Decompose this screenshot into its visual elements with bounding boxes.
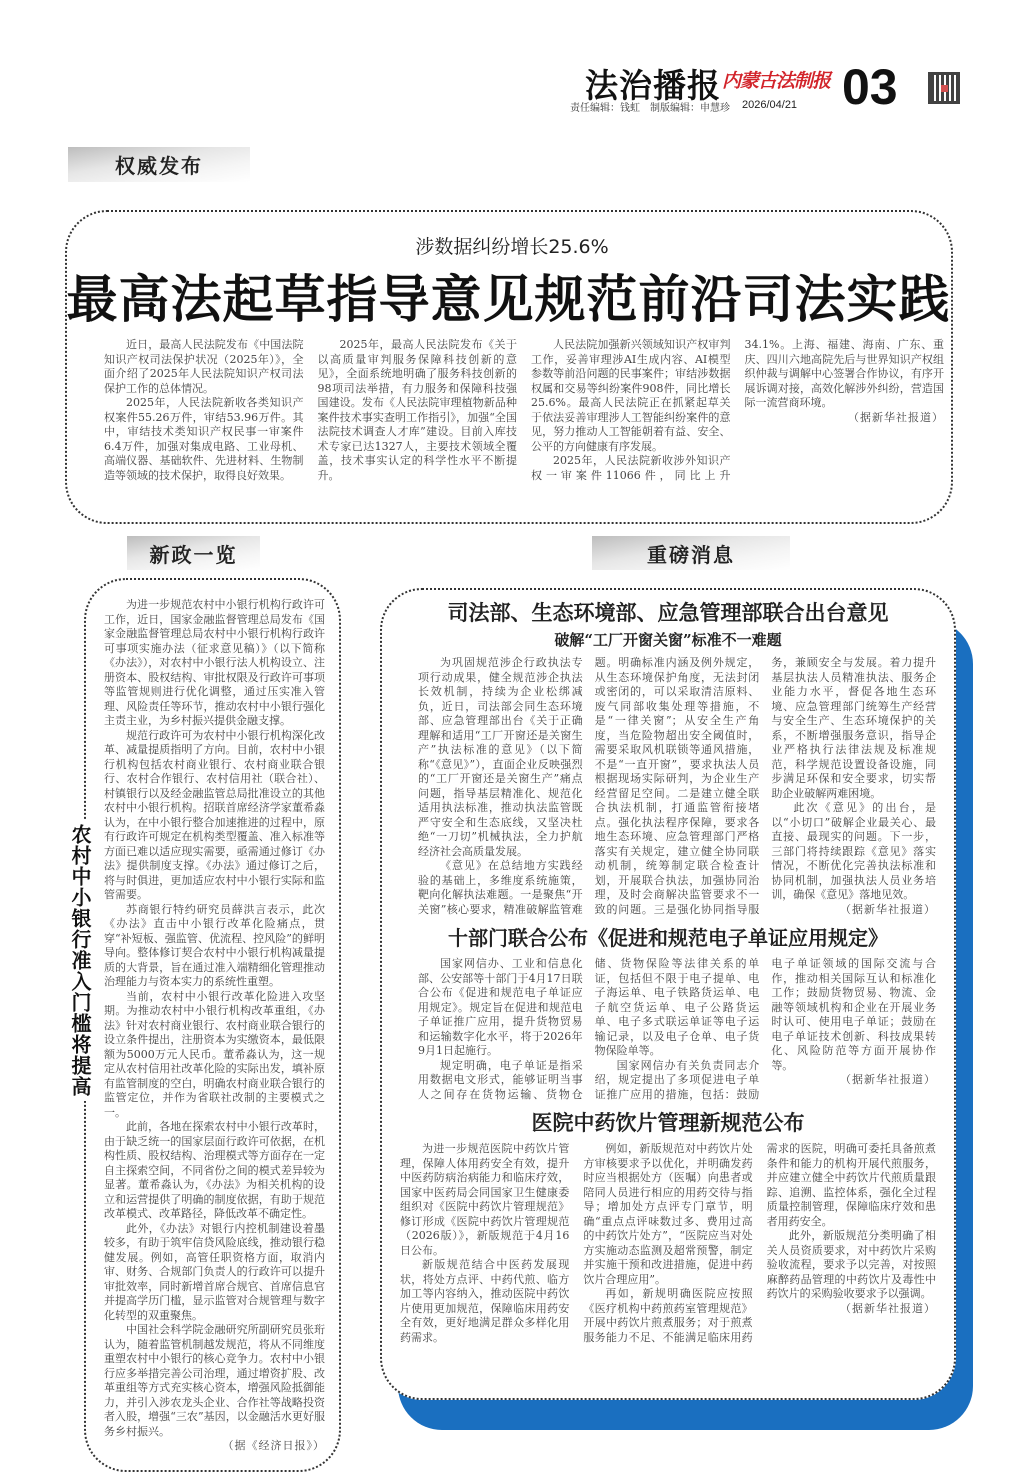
side-article-title: 农村中小银行准入门槛将提高 xyxy=(66,820,95,1101)
paragraph: 再如，新规明确医院应按照《医疗机构中药煎药室管理规范》开展中药饮片煎煮服务；对于煎煮服务能力不足、不能满足临床用药需求的医院，明确可委托具备煎煮条件和能力的机构开展代煎服务，并应建立健全中药饮片代煎质量跟踪、追溯、监控体系，强化全过程质量控制管理，保障临床疗效和患者用药安全。 xyxy=(583,1142,936,1344)
side-article-body xyxy=(104,598,325,1454)
paragraph: 人民法院加强新兴领域知识产权审判工作，妥善审理涉AI生成内容、AI模型参数等前沿问题的民事案件；审结涉数据权属和交易等纠纷案件908件，同比增长25.6%。最高人民法院正在抓紧起草关于依法妥善审理涉人工智能纠纷案件的意见，努力推动人工智能朝着有益、安全、公平的方向健康有序发展。 xyxy=(531,338,731,453)
article-source: （据新华社报道） xyxy=(839,1301,936,1315)
article-3-title: 医院中药饮片管理新规范公布 xyxy=(531,1110,805,1135)
newspaper-logo: 内蒙古法制报 xyxy=(722,70,831,92)
lead-article-headline: 最高法起草指导意见规范前沿司法实践 xyxy=(66,270,951,330)
paragraph: 此外，《办法》对银行内控机制建设着墨较多，有助于筑牢信贷风险底线，推动银行稳健发展。例如，高管任职资格方面，取消内审、财务、合规部门负责人的行政许可以提升审批效率，同时新增首席合规官、首席信息官并提高学历门槛，显示监管对合规管理与数字化转型的双重聚焦。 xyxy=(104,1221,325,1322)
side-article xyxy=(68,578,341,1472)
article-source: （据《经济日报》） xyxy=(222,1439,325,1452)
paragraph: 例如，新版规范对中药饮片处方审核要求予以优化，并明确发药时应当根据处方（医嘱）向患者或陪同人员进行相应的用药交待与指导；增加处方点评专门章节，明确“重点点评味数过多、费用过高的中药饮片处方”，“医院应当对处方实施动态监测及超常预警，制定并实施干预和改进措施，促进中药饮片合理应用”。 xyxy=(583,1142,753,1286)
lead-article-subtitle: 涉数据纠纷增长25.6% xyxy=(415,236,609,258)
section-banner-major-news: 重磅消息 xyxy=(592,536,790,570)
news-frame xyxy=(380,588,956,1400)
paragraph: 中国社会科学院金融研究所副研究员张珩认为，随着监管机制越发规范，将从不同维度重塑农村中小银行的核心竞争力。农村中小银行应多举措完善公司治理，通过增资扩股、改革重组等方式充实核心资本，增强风险抵御能力，并引入涉农龙头企业、合作社等战略投资者入股，增强“三农”基因，以金融活水更好服务乡村振兴。 xyxy=(104,1323,325,1438)
paragraph: 《意见》在总结地方实践经验的基础上，多维度系统施策，靶向化解执法难题。一是聚焦“开关窗”核心要求，精准破解监管难题。明确标准内涵及例外规定，从生态环境保护角度，无法封闭或密闭的，可以采取清洁原料、废气同部收集处理等措施，不是“一律关窗”；从安全生产角度，当危险物超出安全阈值时，需要采取风机联锁等通风措施，不是“一直开窗”，要求执法人员根据现场实际研判，为企业生产经营留足空间。二是建立健全联合执法机制，打通监管衔接堵点。强化执法程序保障，要求各地生态环境、应急管理部门严格落实有关规定，建立健全协同联动机制，统筹制定联合检查计划，开展联合执法，加强协同治理，及时会商解决监管要求不一致的问题。三是强化协同指导服务，兼顾安全与发展。着力提升基层执法人员精准执法、服务企业能力水平，督促各地生态环境、应急管理部门统筹生产经营与安全生产、生态环境保护的关系，不断增强服务意识，指导企业严格执行法律法规及标准规范，科学规范设置设备设施，同步满足环保和安全要求，切实帮助企业破解两难困境。 xyxy=(418,656,936,916)
section-banner-new-policy: 新政一览 xyxy=(127,536,260,570)
paragraph: 2025年，人民法院新收各类知识产权案件55.26万件，审结53.96万件。其中，审结技术类知识产权民事一审案件6.4万件，加强对集成电路、工业母机、高端仪器、基础软件、先进材料、生物制造等领域的技术保护，取得良好效果。 xyxy=(104,396,304,482)
article-source: （据新华社报道） xyxy=(839,902,936,916)
paragraph: 此次《意见》的出台，是以“小切口”破解企业最关心、最直接、最现实的问题。下一步，三部门将持续跟踪《意见》落实情况，不断优化完善执法标准和协同机制，加强执法人员业务培训，确保《意见》落地见效。 xyxy=(771,801,936,901)
paragraph: 为巩固规范涉企行政执法专项行动成果，健全规范涉企执法长效机制，持续为企业松绑减负，近日，司法部会同生态环境部、应急管理部出台《关于正确理解和适用“工厂开窗还是关窗生产”执法标准的意见》（以下简称“《意见》”），直面企业反映强烈的“工厂开窗还是关窗生产”痛点问题，指导基层精准化、规范化适用执法标准，推动执法监管既严守安全和生态底线，又坚决杜绝“一刀切”机械执法，全力护航经济社会高质量发展。 xyxy=(418,656,583,858)
paragraph: 近日，最高人民法院发布《中国法院知识产权司法保护状况（2025年）》，全面介绍了2025年人民法院知识产权司法保护工作的总体情况。 xyxy=(104,338,304,395)
issue-date: 2026/04/21 xyxy=(742,99,798,111)
paragraph: 2025年，人民法院新收涉外知识产权一审案件11066件，同比上升34.1%。上海、福建、海南、广东、重庆、四川六地高院先后与世界知识产权组织仲裁与调解中心签署合作协议，有序开展诉调对接，高效化解涉外纠纷，营造国际一流营商环境。 xyxy=(531,338,944,482)
paragraph: 规范行政许可为农村中小银行机构深化改革、减量提质指明了方向。目前，农村中小银行机构包括农村商业银行、农村商业联合银行、农村合作银行、农村信用社（联合社）、村镇银行以及经金融监管总局批准设立的其他农村中小银行机构。招联首席经济学家董希淼认为，在中小银行整合加速推进的过程中，原有行政许可规定在机构类型覆盖、准入标准等方面已难以适应现实需要，亟需通过修订《办法》提供制度支撑。《办法》通过修订之后，将与时俱进，更加适应农村中小银行实际和监管需要。 xyxy=(104,728,325,901)
article-2-body xyxy=(418,957,936,1102)
side-article-frame xyxy=(84,578,341,1472)
article-source: （据新华社报道） xyxy=(839,1073,936,1086)
section-title: 法治播报 xyxy=(585,66,721,105)
paragraph: 国家网信办、工业和信息化部、公安部等十部门于4月17日联合公布《促进和规范电子单证应用规定》。规定旨在促进和规范电子单证推广应用，提升货物贸易和运输数字化水平，将于2026年9月1日起施行。 xyxy=(418,957,583,1057)
editor-credits: 责任编辑：钱虹 制版编辑：申慧珍 xyxy=(570,103,730,114)
article-2-title: 十部门联合公布《促进和规范电子单证应用规定》 xyxy=(448,926,888,950)
paragraph: 为进一步规范农村中小银行机构行政许可工作，近日，国家金融监督管理总局发布《国家金融监督管理总局农村中小银行机构行政许可事项实施办法（征求意见稿）》（以下简称《办法》），对农村中小银行法人机构设立、注册资本、股权结构、审批权限及行政许可事项等监管规则进行优化调整，通过压实准入管理、风险责任等环节，推动农村中小银行强化主责主业，为乡村振兴提供金融支撑。 xyxy=(104,598,325,727)
article-3-body xyxy=(400,1142,936,1345)
article-1-subtitle: 破解“工厂开窗关窗”标准不一难题 xyxy=(554,631,782,649)
paragraph: 规定明确，电子单证是指采用数据电文形式，能够证明当事人之间存在货物运输、货物仓储、货物保险等法律关系的单证，包括但不限于电子提单、电子海运单、电子铁路货运单、电子航空货运单、电子公路货运单、电子多式联运单证等电子运输记录，以及电子仓单、电子货物保险单等。 xyxy=(418,957,760,1101)
paragraph: 新版规范结合中医药发展现状，将处方点评、中药代煎、临方加工等内容纳入，推动医院中药饮片使用更加规范，保障临床用药安全有效，更好地满足群众多样化用药需求。 xyxy=(400,1258,570,1344)
paragraph: 当前，农村中小银行改革化险进入攻坚期。为推动农村中小银行机构改革重组，《办法》针对农村商业银行、农村商业联合银行的设立条件提出，注册资本为实缴资本，最低限额为5000万元人民币。董希淼认为，这一规定从农村信用社改革化险的实际出发，填补原有监管制度的空白，明确农村商业联合银行的监管定位，并作为省联社改制的主要模式之一。 xyxy=(104,989,325,1119)
paragraph: 为进一步规范医院中药饮片管理，保障人体用药安全有效，提升中医药防病治病能力和临床疗效，国家中医药局会同国家卫生健康委组织对《医院中药饮片管理规范》修订形成《医院中药饮片管理规范（2026版）》，新版规范于4月16日公布。 xyxy=(400,1142,570,1257)
section-banner-authority: 权威发布 xyxy=(68,147,250,182)
paragraph: 此前，各地在探索农村中小银行改革时，由于缺乏统一的国家层面行政许可依据，在机构性质、股权结构、治理模式等方面存在一定自主探索空间，不同省份之间的模式差异较为显著。董希淼认为，《办法》为相关机构的设立和运营提供了明确的制度依据，有助于规范改革模式、改革路径，降低改革不确定性。 xyxy=(104,1120,325,1220)
page-number: 03 xyxy=(842,59,898,115)
news-block xyxy=(380,588,956,1400)
paragraph: 2025年，最高人民法院发布《关于以高质量审判服务保障科技创新的意见》，全面系统地明确了服务科技创新的98项司法举措，有力服务和保障科技强国建设。发布《人民法院审理植物新品种案件技术事实查明工作指引》，加强“全国法院技术调查人才库”建设。目前入库技术专家已达1327人，主要技术领域全覆盖，技术事实认定的科学性水平不断提升。 xyxy=(317,338,517,482)
article-1-title: 司法部、生态环境部、应急管理部联合出台意见 xyxy=(447,600,889,625)
lead-article-body xyxy=(104,338,944,483)
paragraph: 国家网信办有关负责同志介绍，规定提出了多项促进电子单证推广应用的措施，包括：鼓励电子单证领域的国际交流与合作，推动相关国际互认和标准化工作；鼓励货物贸易、物流、金融等领域机构和企业在开展业务时认可、使用电子单证；鼓励在电子单证技术创新、科技成果转化、风险防范等方面开展协作等。 xyxy=(594,957,936,1101)
paragraph: 苏商银行特约研究员薛洪言表示，此次《办法》直击中小银行改革化险痛点，贯穿“补短板、强监管、优流程、控风险”的鲜明导向。整体修订契合农村中小银行机构减量提质的大背景，旨在通过准入端精细化管理推动治理能力与资本实力的系统性重塑。 xyxy=(104,902,325,988)
paragraph: 此外，新版规范分类明确了相关人员资质要求，对中药饮片采购验收流程，要求予以完善，对按照麻醉药品管理的中药饮片及毒性中药饮片的采购验收要求予以强调。 xyxy=(766,1229,936,1300)
qr-code-icon xyxy=(928,72,960,104)
article-source: （据新华社报道） xyxy=(848,410,944,424)
article-1-body xyxy=(418,656,936,917)
